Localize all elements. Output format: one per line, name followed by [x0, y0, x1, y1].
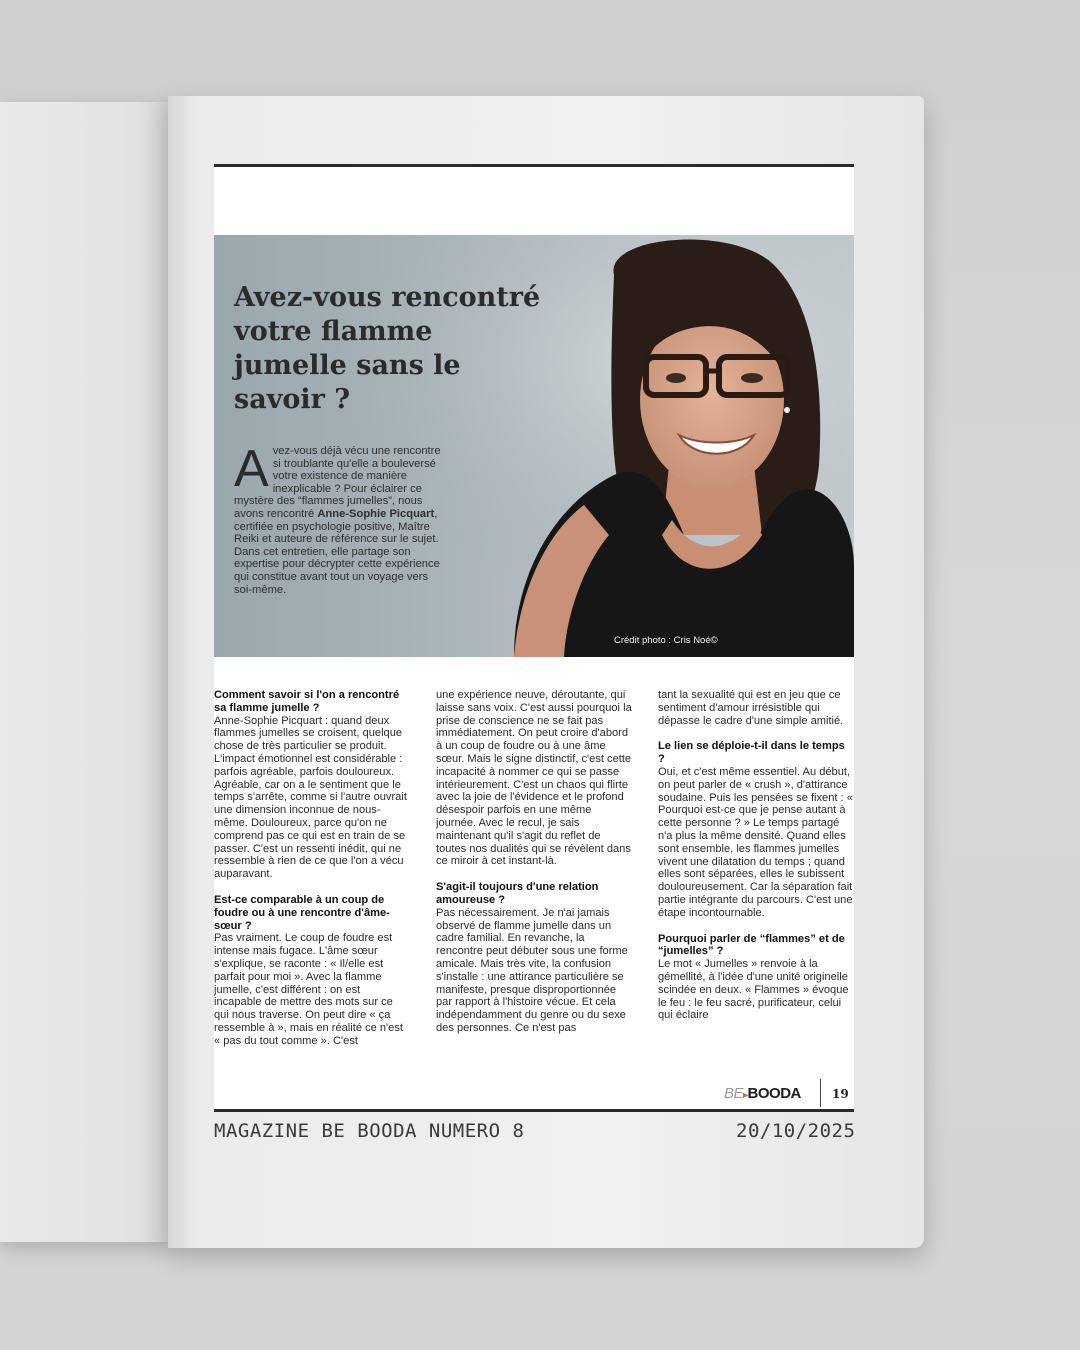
answer-3-continued: tant la sexualité qui est en jeu que ce sentiment d'amour irrésistible qui dépasse le cadre d'une simple amitié.	[658, 689, 844, 727]
magazine-logo	[724, 1085, 801, 1102]
left-page	[0, 102, 172, 1242]
answer-5: Le mot « Jumelles » renvoie à la gémellité, à l'idée d'une unité originelle scindée en deux. « Flammes » évoque le feu : le feu sacré, purificateur, celui qui éclaire	[658, 958, 849, 1022]
question-5: Pourquoi parler de “flammes” et de “jumelles” ?	[658, 932, 845, 958]
article-body	[214, 689, 854, 1063]
column-2	[436, 689, 632, 1063]
logo-arrow-icon: ▸	[743, 1090, 748, 1101]
answer-3: Pas nécessairement. Je n'ai jamais observé de flamme jumelle dans un cadre familial. En revanche, la rencontre peut débuter sous une forme amicale. Mais très vite, la confusion s'installe : une attirance particulière se manifeste, presque disproportionnée par rapport à l'histoire vécue. Et cela indépendamment du genre ou du sexe des personnes. Ce n'est pas	[436, 906, 628, 1034]
article-title: Avez-vous rencontré votre flamme jumelle sans le savoir ?	[234, 282, 541, 415]
intro-name: Anne-Sophie Picquart	[317, 507, 435, 520]
page-number: 19	[832, 1087, 849, 1101]
intro-dropcap: A	[234, 440, 269, 498]
logo-be: BE	[724, 1085, 744, 1102]
intro-text-1: vez-vous déjà vécu une rencontre si troublante qu'elle a bouleversé votre existence de manière inexplicable ? Pour éclairer ce mystère des “flammes jumelles”, nous avons rencontré	[234, 445, 441, 520]
footer-divider	[820, 1079, 821, 1107]
photo-credit: Crédit photo : Cris Noé©	[614, 635, 718, 646]
column-3	[658, 689, 854, 1063]
answer-2-continued: une expérience neuve, déroutante, qui laisse sans voix. C'est aussi pourquoi la prise de conscience ne se fait pas immédiatement. On peut croire d'abord à un coup de foudre ou à une âme sœur. Mais le signe distinctif, c'est cette incapacité à nommer ce qui se passe intérieurement. C'est un chaos qui flirte avec la joie de l'évidence et le profond désespoir parfois en une même journée. Avec le recul, je sais maintenant qu'il s'agit du reflet de toutes nos dualités qui se révèlent dans ce miroir à cet instant-là.	[436, 689, 632, 868]
hero-section	[214, 235, 854, 657]
magazine-caption: MAGAZINE BE BOODA NUMERO 8	[214, 1120, 525, 1142]
question-1: Comment savoir si l'on a rencontré sa flamme jumelle ?	[214, 689, 400, 714]
question-4: Le lien se déploie-t-il dans le temps ?	[658, 740, 845, 766]
question-3: S'agit-il toujours d'une relation amoureuse ?	[436, 881, 599, 906]
intro-text-2: , certifiée en psychologie positive, Maître Reiki et auteure de référence sur le sujet. Dans cet entretien, elle partage son expertise pour décrypter cette expérience qui constitue avant tout un voyage vers soi-même.	[234, 507, 440, 596]
question-2: Est-ce comparable à un coup de foudre ou à une rencontre d'âme-sœur ?	[214, 893, 390, 932]
magazine-page	[214, 164, 854, 1112]
answer-4: Oui, et c'est même essentiel. Au début, on peut parler de « crush », d'attirance soudaine. Puis les pensées se fixent : « Pourquoi est-ce que je pense autant à cette personne ? » Le temps partagé n'a plus la même densité. Quand elles sont ensemble, les flammes jumelles vivent une dilatation du temps ; quand elles sont séparées, elles le subissent douloureusement. Car la séparation fait partie intégrante du parcours. C'est une étape incontournable.	[658, 765, 853, 919]
issue-date: 20/10/2025	[736, 1120, 856, 1142]
answer-2: Pas vraiment. Le coup de foudre est intense mais fugace. L'âme sœur s'explique, se raconte : « Il/elle est parfait pour moi ». Avec la flamme jumelle, c'est différent : on est incapable de mettre des mots sur ce qui nous traverse. On peut dire « ça ressemble à », mais en réalité ce n'est « pas du tout comme ». C'est	[214, 932, 403, 1047]
logo-booda: BOODA	[747, 1085, 801, 1102]
article-intro	[234, 440, 448, 596]
answer-1: Anne-Sophie Picquart : quand deux flammes jumelles se croisent, quelque chose de très particulier se produit. L'impact émotionnel est considérable : parfois agréable, parfois douloureux. Agréable, car on a le sentiment que le temps s'arrête, comme si l'autre ouvrait une dimension inconnue de nous-même. Douloureux, parce qu'on ne comprend pas ce qui est en train de se passer. C'est un ressenti inédit, qui ne ressemble à rien de ce que l'on a vécu auparavant.	[214, 714, 407, 881]
column-1	[214, 689, 410, 1063]
